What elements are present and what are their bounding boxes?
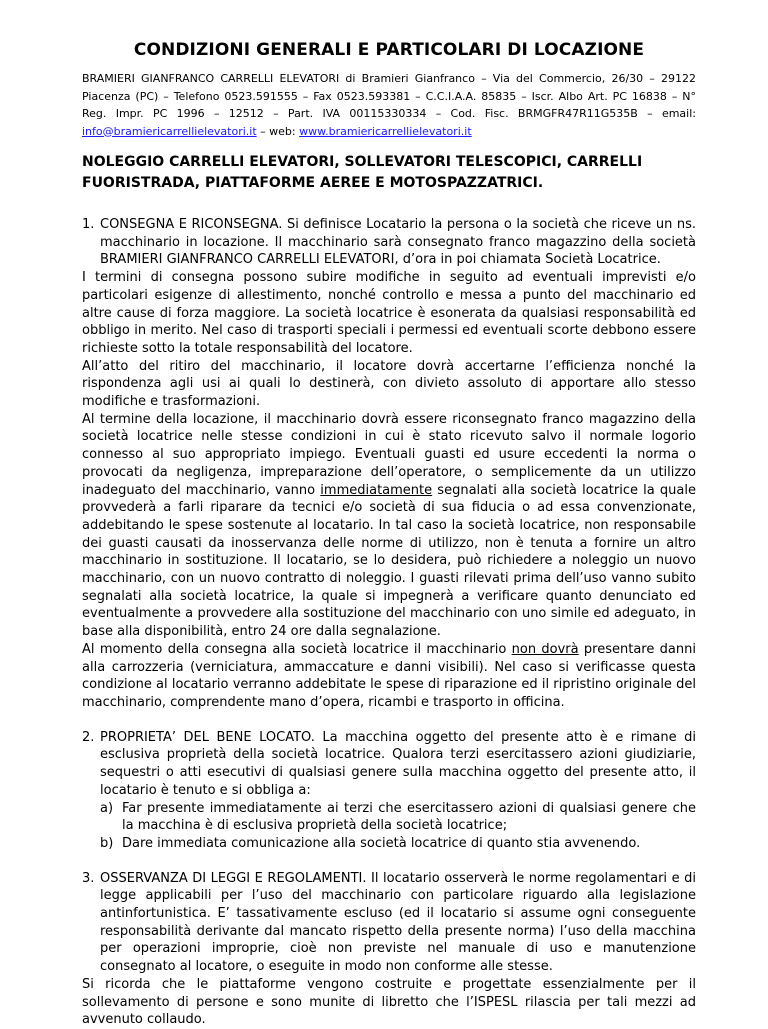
document-body [82,216,696,1029]
section-consegna [82,216,696,712]
text-run: segnalati alla società locatrice la quale provvederà a farli riparare da tecnici e/o società di sua fiducia o ad essa convenzionate, addebitando le spese sostenute al locatario. In tal caso la società locatrice, non responsabile dei guasti causati da inosservanza delle norme di utilizzo, non è tenuta a fornire un altro macchinario in sostituzione. Il locatario, se lo desidera, può richiedere a noleggio un nuovo macchinario, con un nuovo contratto di noleggio. I guasti rilevati prima dell’uso vanno subito segnalati alla società locatrice, la quale si impegnerà a verificare quanto denunciato ed eventualmente a provvedere alla sostituzione del macchinario con uno simile ed adeguato, in base alla disponibilità, entro 24 ore dalla segnalazione. [82,482,696,640]
list-item-text: Dare immediata comunicazione alla società locatrice di quanto stia avvenendo. [122,835,641,851]
text-run: Al termine della locazione, il macchinario dovrà essere riconsegnato franco magazzino della società locatrice nelle stesse condizioni in cui è stato ricevuto salvo il normale logorio connesso al suo appropriato impiego. Eventuali guasti ed usure eccedenti la norma o provocati da negligenza, impreparazione dell’operatore, o semplicemente da un utilizzo inadeguato del macchinario, vanno [82,411,696,498]
document-title: CONDIZIONI GENERALI E PARTICOLARI DI LOCAZIONE [133,40,645,60]
text-run: presentare danni alla carrozzeria (verniciatura, ammaccature e danni visibili). Nel caso si verificasse questa condizione al locatario verranno addebitate le spese di riparazione ed il ripristino originale del macchinario, comprendente mano d’opera, ricambi e trasporto in officina. [82,641,696,710]
section-osservanza [82,870,696,1029]
list-item-label: a) [100,800,114,816]
paragraph [82,641,696,712]
list-item-label: b) [100,835,114,851]
document-subtitle: NOLEGGIO CARRELLI ELEVATORI, SOLLEVATORI TELESCOPICI, CARRELLI FUORISTRADA, PIATTAFORME AEREE E MOTOSPAZZATRICI. [82,154,643,191]
spacer [82,853,696,870]
email-link[interactable]: info@bramiericarrellielevatori.it [82,124,257,138]
section-heading [82,216,696,269]
company-header [82,70,696,140]
paragraph [82,411,696,641]
text-run: Al momento della consegna alla società locatrice il macchinario [82,641,512,657]
list-item [82,800,696,835]
section-number: 1. [82,217,95,232]
web-label: – web: [256,124,300,138]
section-heading [82,729,696,800]
paragraph: Si ricorda che le piattaforme vengono costruite e progettate essenzialmente per il sollevamento di persone e sono munite di libretto che l’ISPESL rilascia per tali mezzi ad avvenuto collaudo. [82,976,696,1028]
company-info: BRAMIERI GIANFRANCO CARRELLI ELEVATORI di Bramieri Gianfranco – Via del Commercio, 26/30 – 29122 Piacenza (PC) – Telefono 0523.591555 – Fax 0523.593381 – C.C.I.A.A. 85835 – Iscr. Albo Art. PC 16838 – N° Reg. Impr. PC 1996 – 12512 – Part. IVA 00115330334 – Cod. Fisc. BRMGFR47R11G535B – email: [82,72,696,120]
web-link[interactable]: www.bramiericarrellielevatori.it [299,124,472,138]
underlined-text: non dovrà [511,641,579,657]
section-number: 3. [82,870,95,886]
section-proprieta [82,729,696,853]
list-item-text: Far presente immediatamente ai terzi che esercitassero azioni di qualsiasi genere che la macchina è di esclusiva proprietà della società locatrice; [122,800,696,834]
list-item [82,835,696,853]
section-number: 2. [82,729,95,745]
section-heading-text: OSSERVANZA DI LEGGI E REGOLAMENTI. Il locatario osserverà le norme regolamentari e di legge applicabili per l’uso del macchinario con particolare riguardo alla legislazione antinfortunistica. E’ tassativamente escluso (ed il locatario si assume ogni conseguente responsabilità derivante dal mancato rispetto della presente norma) l’uso della macchina per operazioni improprie, cioè non previste nel manuale di uso e manutenzione consegnato al locatore, o eseguite in modo non conforme alle stesse. [100,870,696,975]
underlined-text: immediatamente [320,482,433,498]
section-heading [82,870,696,976]
section-heading-text: PROPRIETA’ DEL BENE LOCATO. La macchina oggetto del presente atto è e rimane di esclusiva proprietà della società locatrice. Qualora terzi esercitassero azioni giudiziarie, sequestri o atti esecutivi di qualsiasi genere sulla macchina oggetto del presente atto, il locatario è tenuto e si obbliga a: [100,729,696,798]
paragraph: I termini di consegna possono subire modifiche in seguito ad eventuali imprevisti e/o particolari esigenze di allestimento, nonché controllo e messa a punto del macchinario ed altre cause di forza maggiore. La società locatrice è esonerata da qualsiasi responsabilità ed obbligo in merito. Nel caso di trasporti speciali i permessi ed eventuali scorte debbono essere richieste sotto la totale responsabilità del locatore. [82,270,696,356]
spacer [82,712,696,729]
section-heading-text: CONSEGNA E RICONSEGNA. Si definisce Locatario la persona o la società che riceve un ns. macchinario in locazione. Il macchinario sarà consegnato franco magazzino della società BRAMIERI GIANFRANCO CARRELLI ELEVATORI, d’ora in poi chiamata Società Locatrice. [100,217,696,268]
paragraph: All’atto del ritiro del macchinario, il locatore dovrà accertarne l’efficienza nonché la rispondenza agli usi ai quali lo destinerà, con divieto assoluto di apportare allo stesso modifiche e trasformazioni. [82,358,696,410]
